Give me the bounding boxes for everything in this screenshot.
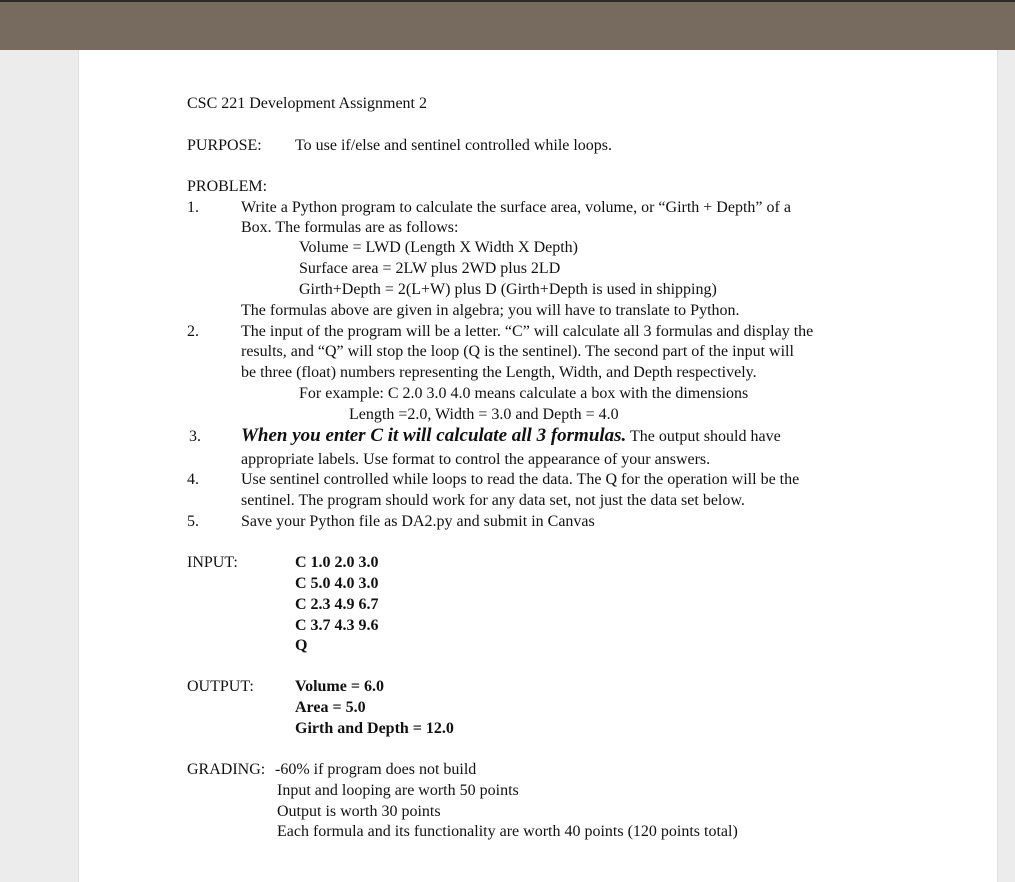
list-item-text: be three (float) numbers representing the Length, Width, and Depth respectively. <box>241 364 757 381</box>
input-line: C 2.3 4.9 6.7 <box>295 596 379 613</box>
output-line: Area = 5.0 <box>295 699 366 716</box>
grading-label: GRADING: <box>187 761 266 778</box>
document-page <box>78 50 998 882</box>
list-item-number: 4. <box>187 471 199 488</box>
grading-line: Input and looping are worth 50 points <box>277 782 519 799</box>
input-label: INPUT: <box>187 554 238 571</box>
purpose-text: To use if/else and sentinel controlled while loops. <box>295 137 613 154</box>
list-item-text: Save your Python file as DA2.py and submit in Canvas <box>241 513 595 530</box>
viewer-toolbar <box>0 0 1015 50</box>
grading-line: Output is worth 30 points <box>277 803 441 820</box>
input-line: C 1.0 2.0 3.0 <box>295 554 379 571</box>
formula-girth-depth: Girth+Depth = 2(L+W) plus D (Girth+Depth is used in shipping) <box>299 281 717 298</box>
list-item-number: 3. <box>189 428 201 445</box>
grading-line: Each formula and its functionality are worth 40 points (120 points total) <box>277 823 738 840</box>
list-item-number: 5. <box>187 513 199 530</box>
problem-label: PROBLEM: <box>187 178 268 195</box>
grading-line: -60% if program does not build <box>275 761 477 778</box>
purpose-label: PURPOSE: <box>187 137 262 154</box>
output-line: Volume = 6.0 <box>295 678 384 695</box>
example-dimensions: Length =2.0, Width = 3.0 and Depth = 4.0 <box>349 406 619 423</box>
output-line: Girth and Depth = 12.0 <box>295 720 454 737</box>
page-title: CSC 221 Development Assignment 2 <box>187 95 427 112</box>
list-item-text: sentinel. The program should work for any data set, not just the data set below. <box>241 492 745 509</box>
list-item-text: The output should have <box>630 428 781 445</box>
list-item-text: The input of the program will be a letter. “C” will calculate all 3 formulas and display the <box>241 323 814 340</box>
list-item-text: Box. The formulas are as follows: <box>241 219 459 236</box>
output-label: OUTPUT: <box>187 678 254 695</box>
input-line: Q <box>295 637 308 654</box>
list-item-text: Use sentinel controlled while loops to read the data. The Q for the operation will be the <box>241 471 800 488</box>
list-item-number: 1. <box>187 199 199 216</box>
list-item-text: Write a Python program to calculate the surface area, volume, or “Girth + Depth” of a <box>241 199 791 216</box>
input-line: C 3.7 4.3 9.6 <box>295 617 379 634</box>
formula-volume: Volume = LWD (Length X Width X Depth) <box>299 239 578 256</box>
list-item-number: 2. <box>187 323 199 340</box>
emphasis-text: When you enter C it will calculate all 3 formulas. <box>241 425 627 446</box>
example-text: For example: C 2.0 3.0 4.0 means calculate a box with the dimensions <box>299 385 749 402</box>
list-item-text <box>241 426 781 447</box>
list-item-text: The formulas above are given in algebra; you will have to translate to Python. <box>241 302 740 319</box>
list-item-text: results, and “Q” will stop the loop (Q is the sentinel). The second part of the input will <box>241 343 794 360</box>
formula-surface-area: Surface area = 2LW plus 2WD plus 2LD <box>299 260 561 277</box>
list-item-text: appropriate labels. Use format to control the appearance of your answers. <box>241 451 711 468</box>
input-line: C 5.0 4.0 3.0 <box>295 575 379 592</box>
